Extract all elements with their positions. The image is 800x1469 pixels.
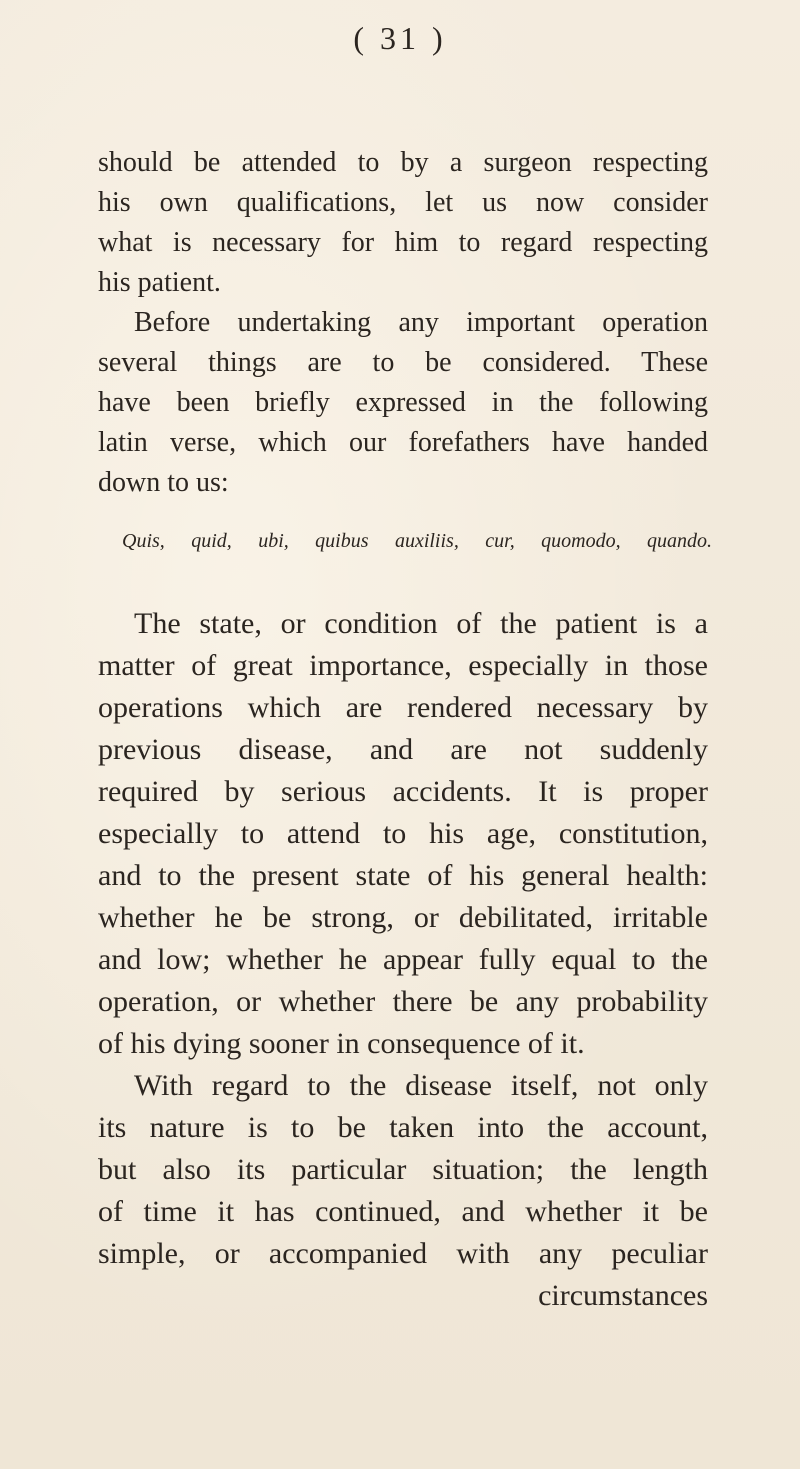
- text-line: especially to attend to his age, constitution,: [98, 817, 708, 850]
- text-line: but also its particular situation; the length: [98, 1153, 708, 1186]
- text-line: The state, or condition of the patient is a: [134, 607, 708, 640]
- text-line: down to us:: [98, 467, 229, 498]
- text-line: operations which are rendered necessary by: [98, 691, 708, 724]
- text-line: its nature is to be taken into the account,: [98, 1111, 708, 1144]
- page-number: ( 31 ): [353, 20, 447, 56]
- latin-verse: Quis, quid, ubi, quibus auxiliis, cur, quomodo, quando.: [122, 530, 712, 552]
- text-line: With regard to the disease itself, not only: [134, 1069, 708, 1102]
- text-line: his patient.: [98, 267, 221, 298]
- text-line: latin verse, which our forefathers have handed: [98, 427, 708, 458]
- text-line: required by serious accidents. It is proper: [98, 775, 708, 808]
- text-line: and to the present state of his general health:: [98, 859, 708, 892]
- text-line: matter of great importance, especially in those: [98, 649, 708, 682]
- text-line: should be attended to by a surgeon respecting: [98, 147, 708, 178]
- text-line: have been briefly expressed in the following: [98, 387, 708, 418]
- text-line: simple, or accompanied with any peculiar: [98, 1237, 708, 1270]
- text-line: and low; whether he appear fully equal to the: [98, 943, 708, 976]
- text-line: of his dying sooner in consequence of it.: [98, 1027, 585, 1060]
- text-line: whether he be strong, or debilitated, irritable: [98, 901, 708, 934]
- text-line: Before undertaking any important operation: [134, 307, 708, 338]
- text-line: of time it has continued, and whether it be: [98, 1195, 708, 1228]
- text-line: what is necessary for him to regard respecting: [98, 227, 708, 258]
- text-line: operation, or whether there be any probability: [98, 985, 708, 1018]
- text-line: several things are to be considered. These: [98, 347, 708, 378]
- text-line: previous disease, and are not suddenly: [98, 733, 708, 766]
- catchword: circumstances: [538, 1279, 708, 1312]
- text-line: his own qualifications, let us now consider: [98, 187, 708, 218]
